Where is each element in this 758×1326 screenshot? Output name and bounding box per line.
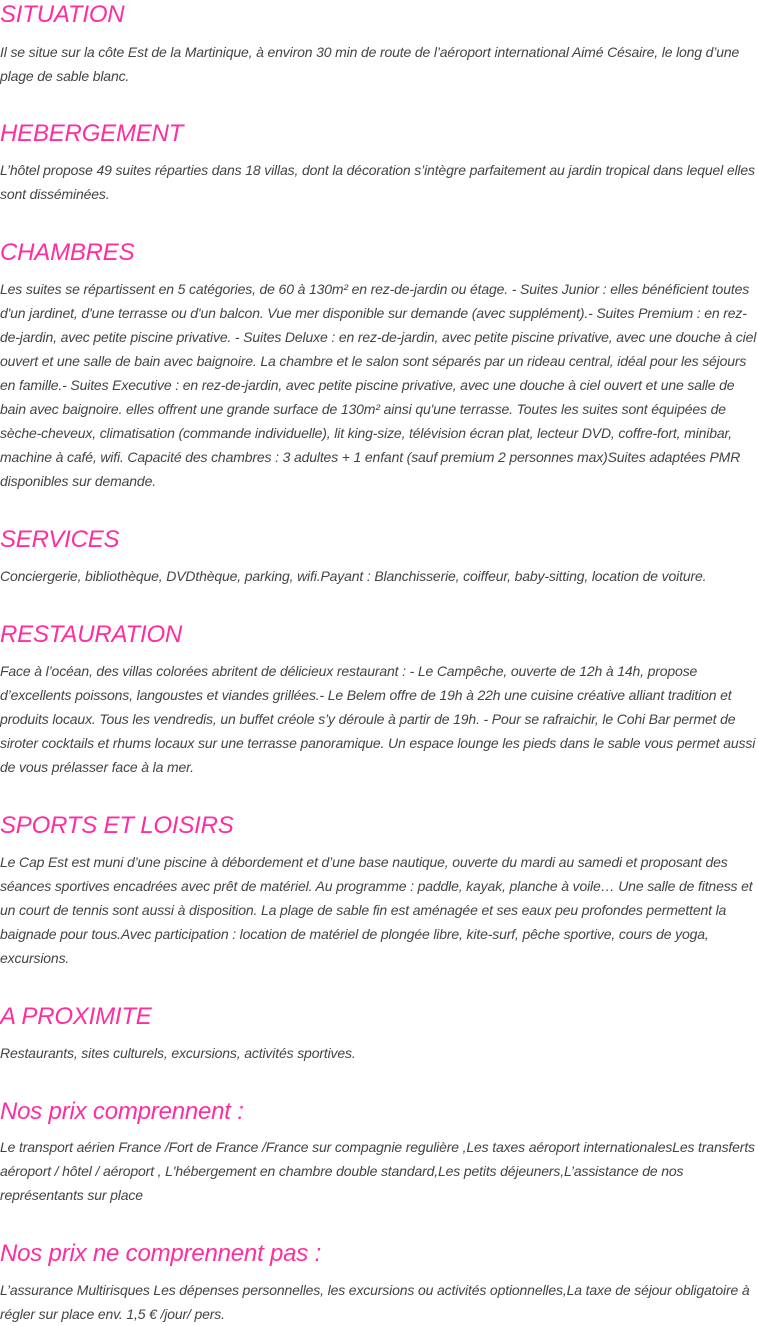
section-text: L’assurance Multirisques Les dépenses personnelles, les excursions ou activités optionnelles,La taxe de séjour obligatoire à régler sur place env. 1,5 € /jour/ pers.	[0, 1282, 750, 1322]
section-title: SITUATION	[0, 1, 125, 28]
section-prix-comprennent	[0, 1097, 758, 1207]
section-hebergement	[0, 119, 758, 206]
section-a-proximite	[0, 1002, 758, 1065]
section-text: Il se situe sur la côte Est de la Martinique, à environ 30 min de route de l’aéroport international Aimé Césaire, le long d’une plage de sable blanc.	[0, 44, 740, 84]
section-services	[0, 525, 758, 588]
section-text: Restaurants, sites culturels, excursions, activités sportives.	[0, 1045, 356, 1061]
section-situation	[0, 0, 758, 88]
section-sports-et-loisirs	[0, 811, 758, 970]
section-text: Face à l’océan, des villas colorées abritent de délicieux restaurant : - Le Campêche, ouverte de 12h à 14h, propose d’excellents poissons, langoustes et viandes grillées.- Le Belem offre de 19h à 22h une cuisine créative alliant tradition et produits locaux. Tous les vendredis, un buffet créole s’y déroule à partir de 19h. - Pour se rafraichir, le Cohi Bar permet de siroter cocktails et rhums locaux sur une terrasse panoramique. Un espace lounge les pieds dans le sable vous permet aussi de vous prélasser face à la mer.	[0, 663, 756, 775]
section-chambres	[0, 238, 758, 493]
section-text: L’hôtel propose 49 suites réparties dans 18 villas, dont la décoration s’intègre parfaitement au jardin tropical dans lequel elles sont disséminées.	[0, 162, 755, 202]
section-title: CHAMBRES	[0, 239, 135, 266]
section-title: HEBERGEMENT	[0, 120, 184, 147]
section-title: SERVICES	[0, 526, 120, 553]
section-title: A PROXIMITE	[0, 1003, 152, 1030]
section-restauration	[0, 620, 758, 779]
section-text: Conciergerie, bibliothèque, DVDthèque, parking, wifi.Payant : Blanchisserie, coiffeur, baby-sitting, location de voiture.	[0, 568, 707, 584]
section-title: Nos prix comprennent :	[0, 1098, 244, 1125]
section-prix-ne-comprennent-pas	[0, 1239, 758, 1326]
section-title: SPORTS ET LOISIRS	[0, 812, 234, 839]
section-text: Le transport aérien France /Fort de France /France sur compagnie regulière ,Les taxes aéroport internationalesLes transferts aéroport / hôtel / aéroport , L'hébergement en chambre double standard,Les petits déjeuners,L’assistance de nos représentants sur place	[0, 1139, 755, 1203]
section-text: Les suites se répartissent en 5 catégories, de 60 à 130m² en rez-de-jardin ou étage. - Suites Junior : elles bénéficient toutes d'un jardinet, d'une terrasse ou d'un balcon. Vue mer disponible sur demande (avec supplément).- Suites Premium : en rez-de-jardin, avec petite piscine privative. - Suites Deluxe : en rez-de-jardin, avec petite piscine privative, avec une douche à ciel ouvert et une salle de bain avec baignoire. La chambre et le salon sont séparés par un rideau central, idéal pour les séjours en famille.- Suites Executive : en rez-de-jardin, avec petite piscine privative, avec une douche à ciel ouvert et une salle de bain avec baignoire. elles offrent une grande surface de 130m² ainsi qu'une terrasse. Toutes les suites sont équipées de sèche-cheveux, climatisation (commande individuelle), lit king-size, télévision écran plat, lecteur DVD, coffre-fort, minibar, machine à café, wifi. Capacité des chambres : 3 adultes + 1 enfant (sauf premium 2 personnes max)Suites adaptées PMR disponibles sur demande.	[0, 281, 757, 489]
section-title: Nos prix ne comprennent pas :	[0, 1240, 322, 1267]
section-text: Le Cap Est est muni d’une piscine à débordement et d’une base nautique, ouverte du mardi au samedi et proposant des séances sportives encadrées avec prêt de matériel. Au programme : paddle, kayak, planche à voile… Une salle de fitness et un court de tennis sont aussi à disposition. La plage de sable fin est aménagée et ses eaux peu profondes permettent la baignade pour tous.Avec participation : location de matériel de plongée libre, kite-surf, pêche sportive, cours de yoga, excursions.	[0, 854, 753, 966]
section-title: RESTAURATION	[0, 621, 183, 648]
